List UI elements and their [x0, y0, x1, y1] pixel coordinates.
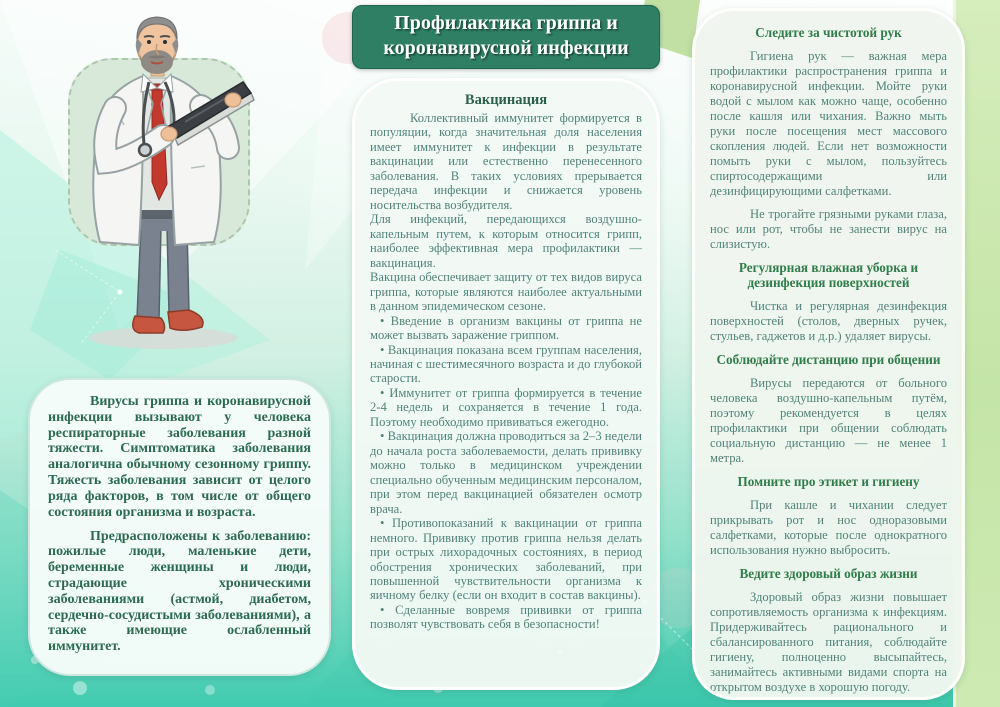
section-heading-distance: Соблюдайте дистанцию при общении	[716, 352, 941, 368]
intro-paragraph: Предрасположены к заболеванию: пожилые люди, маленькие дети, беременные женщины и люди, страдающие хроническими заболеваниями (астмой, диабетом, сердечно-сосудистыми заболеваниями), а также имеющие ослабленный иммунитет.	[48, 528, 311, 655]
bullet-item: • Вакцинация показана всем группам населения, начиная с шестимесячного возраста и до глубокой старости.	[370, 342, 642, 386]
vaccination-heading: Вакцинация	[464, 92, 548, 108]
section-paragraph: Не трогайте грязными руками глаза, нос или рот, чтобы не занести вирус на слизистую.	[710, 206, 947, 251]
section-paragraph: Вирусы передаются от больного человека воздушно-капельным путём, поэтому рекомендуется в целях профилактики при общении соблюдать социальную дистанцию — не менее 1 метра.	[710, 376, 947, 466]
intro-panel	[28, 378, 331, 676]
section-paragraph: Чистка и регулярная дезинфекция поверхностей (столов, дверных ручек, стульев, гаджетов и д.р.) удаляет вирусы.	[710, 299, 947, 344]
bullet-item: • Вакцинация должна проводиться за 2–3 недели до начала роста заболеваемости, делать прививку можно только в медицинском учреждении специально обученным медицинским персоналом, при этом перед вакцинацией обязателен осмотр врача.	[370, 429, 642, 516]
section-paragraph: Здоровый образ жизни повышает сопротивляемость организма к инфекциям. Придерживайтесь рационального и сбалансированного питания, соблюдайте гигиену, полноценно высыпайтесь, занимайтесь активными видами спорта на открытом воздухе в хорошую погоду.	[710, 589, 947, 694]
section-heading-healthy-lifestyle: Ведите здоровый образ жизни	[739, 565, 918, 581]
section-paragraph: При кашле и чихании следует прикрывать рот и нос одноразовыми салфетками, которые после однократного использования нужно выбросить.	[710, 497, 947, 557]
vaccination-bullet-list	[370, 314, 642, 632]
vaccination-paragraph: Для инфекций, передающихся воздушно-капельным путем, к которым относится грипп, наиболее эффективная мера профилактики — вакцинация.	[370, 212, 642, 270]
vaccination-paragraph: Вакцина обеспечивает защиту от тех видов вируса гриппа, которые являются наиболее актуальными в данном эпидемическом сезоне.	[370, 270, 642, 314]
section-heading-cleaning: Регулярная влажная уборка и дезинфекция поверхностей	[738, 259, 919, 291]
bullet-item: • Введение в организм вакцины от гриппа не может вызвать заражение гриппом.	[370, 313, 642, 343]
section-paragraph: Гигиена рук — важная мера профилактики распространения гриппа и коронавирусной инфекции. Мойте руки водой с мылом как можно чаще, особенно после кашля или чихания. Важно мыть руки после посещения мест массового скопления людей. Если нет возможности помыть руки с мылом, пользуйтесь спиртосодержащими или дезинфицирующими салфетками.	[710, 48, 947, 198]
bullet-item: • Противопоказаний к вакцинации от гриппа немного. Прививку против гриппа нельзя делать при острых лихорадочных состояниях, в период обострения хронических заболеваний, при повышенной чувствительности организма к яичному белку (если он входит в состав вакцины).	[370, 516, 642, 603]
title-banner	[352, 5, 660, 69]
title-line-2: коронавирусной инфекции	[383, 37, 629, 59]
hygiene-panel	[692, 8, 965, 700]
section-heading-etiquette: Помните про этикет и гигиену	[737, 474, 920, 490]
title-line-1: Профилактика гриппа и	[394, 12, 618, 34]
bullet-item: • Иммунитет от гриппа формируется в течение 2-4 недель и сохраняется в течение 1 года. Поэтому необходимо прививаться ежегодно.	[370, 385, 642, 429]
doctor-illustration	[55, 14, 265, 354]
section-heading-hand-hygiene: Следите за чистотой рук	[755, 25, 902, 40]
intro-paragraph: Вирусы гриппа и коронавирусной инфекции вызывают у человека респираторные заболевания разной тяжести. Симптоматика заболевания аналогична обычному сезонному гриппу. Тяжесть заболевания зависит от целого ряда факторов, в том числе от общего состояния организма и возраста.	[48, 394, 311, 520]
bullet-item: • Сделанные вовремя прививки от гриппа позволят чувствовать себя в безопасности!	[370, 602, 642, 632]
vaccination-panel	[352, 78, 660, 690]
vaccination-paragraph: Коллективный иммунитет формируется в популяции, когда значительная доля населения имеет иммунитет к инфекции в результате вакцинации или естественно перенесенного заболевания. В таких условиях прерывается передача инфекции и снижается уровень носительства возбудителя.	[370, 111, 642, 212]
